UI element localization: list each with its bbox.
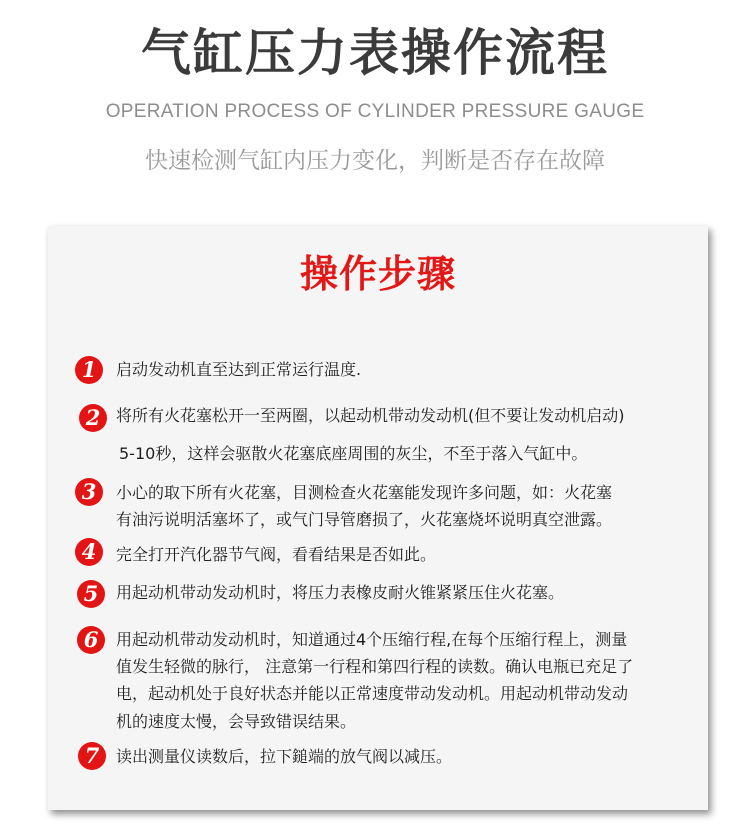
step-number-badge: 5 xyxy=(77,580,105,608)
page-title: 气缸压力表操作流程 xyxy=(141,24,609,82)
step-text: 电，起动机处于良好状态并能以正常速度带动发动机。用起动机带动发动 xyxy=(116,684,629,703)
step-number-badge: 6 xyxy=(77,626,105,654)
step-text: 有油污说明活塞坏了，或气门导管磨损了，火花塞烧坏说明真空泄露。 xyxy=(116,510,613,529)
step-text: 小心的取下所有火花塞，目测检查火花塞能发现许多问题，如：火花塞 xyxy=(116,483,613,502)
step-text: 用起动机带动发动机时，将压力表橡皮耐火锥紧紧压住火花塞。 xyxy=(116,583,565,602)
steps-card-title: 操作步骤 xyxy=(299,252,456,296)
chinese-subtitle: 快速检测气缸内压力变化，判断是否存在故障 xyxy=(145,148,605,174)
step-text: 完全打开汽化器节气阀，看看结果是否如此。 xyxy=(116,545,437,564)
step-number-badge: 1 xyxy=(75,356,103,384)
english-subtitle: OPERATION PROCESS OF CYLINDER PRESSURE GAUGE xyxy=(105,101,645,122)
step-text: 机的速度太慢，会导致错误结果。 xyxy=(116,712,357,731)
step-text: 5-10秒，这样会驱散火花塞底座周围的灰尘，不至于落入气缸中。 xyxy=(119,444,588,463)
step-number-badge: 4 xyxy=(75,538,103,566)
step-text: 读出测量仪读数后，拉下鎚端的放气阀以减压。 xyxy=(116,747,453,766)
step-text: 将所有火花塞松开一至两圈，以起动机带动发动机(但不要让发动机启动) xyxy=(116,406,625,425)
step-text: 值发生轻微的脉行， 注意第一行程和第四行程的读数。确认电瓶已充足了 xyxy=(116,657,634,676)
step-number-badge: 3 xyxy=(75,478,103,506)
step-text: 启动发动机直至达到正常运行温度. xyxy=(116,360,362,379)
step-number-badge: 2 xyxy=(79,404,107,432)
steps-card xyxy=(48,226,708,810)
step-text: 用起动机带动发动机时，知道通过4个压缩行程,在每个压缩行程上，测量 xyxy=(116,630,628,649)
step-number-badge: 7 xyxy=(78,742,106,770)
